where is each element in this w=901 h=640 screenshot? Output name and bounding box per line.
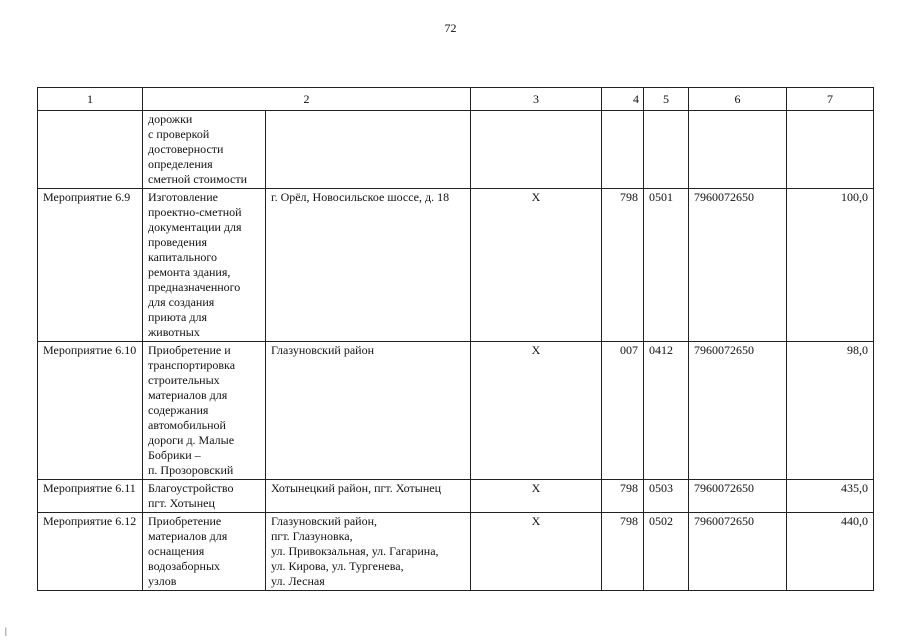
table-row <box>38 480 874 513</box>
header-cell-2: 2 <box>143 88 471 111</box>
description-line: автомобильной <box>148 418 226 432</box>
page-number: 72 <box>444 21 457 35</box>
budget-table <box>37 87 874 591</box>
col4-cell: 798 <box>602 513 644 591</box>
address-line: Глазуновский район, <box>271 514 378 528</box>
description-line: дорожки <box>148 112 193 126</box>
col5-cell: 0503 <box>644 480 689 513</box>
description-line: животных <box>148 325 200 339</box>
address-line: ул. Привокзальная, ул. Гагарина, <box>271 544 439 558</box>
col4-cell <box>602 111 644 189</box>
address-cell <box>266 513 471 591</box>
description-line: Изготовление <box>148 190 218 204</box>
scan-artifact-mark: | <box>5 626 7 636</box>
header-cell-4: 4 <box>602 88 644 111</box>
col7-cell: 435,0 <box>787 480 874 513</box>
activity-cell: Мероприятие 6.11 <box>38 480 143 513</box>
address-line: Хотынецкий район, пгт. Хотынец <box>271 481 441 495</box>
description-line: дороги д. Малые <box>148 433 235 447</box>
header-cell-3: 3 <box>471 88 602 111</box>
col5-cell: 0502 <box>644 513 689 591</box>
col6-cell: 7960072650 <box>689 342 787 480</box>
col3-cell <box>471 111 602 189</box>
description-cell <box>143 342 266 480</box>
description-line: Бобрики – <box>148 448 201 462</box>
description-line: Благоустройство <box>148 481 234 495</box>
col5-cell: 0412 <box>644 342 689 480</box>
address-line: ул. Лесная <box>271 574 325 588</box>
table-row <box>38 111 874 189</box>
col7-cell: 98,0 <box>787 342 874 480</box>
header-cell-5: 5 <box>644 88 689 111</box>
col4-cell: 798 <box>602 189 644 342</box>
description-line: содержания <box>148 403 209 417</box>
col6-cell: 7960072650 <box>689 189 787 342</box>
col3-cell: Х <box>471 480 602 513</box>
header-cell-7: 7 <box>787 88 874 111</box>
description-line: пгт. Хотынец <box>148 496 215 510</box>
description-line: сметной стоимости <box>148 172 248 186</box>
address-cell <box>266 342 471 480</box>
address-cell <box>266 480 471 513</box>
header-cell-1: 1 <box>38 88 143 111</box>
description-line: строительных <box>148 373 220 387</box>
description-cell <box>143 189 266 342</box>
col5-cell: 0501 <box>644 189 689 342</box>
header-row <box>38 88 874 111</box>
description-cell <box>143 480 266 513</box>
description-line: определения <box>148 157 213 171</box>
col6-cell: 7960072650 <box>689 480 787 513</box>
description-line: предназначенного <box>148 280 241 294</box>
table-header <box>38 88 874 111</box>
col7-cell <box>787 111 874 189</box>
activity-cell: Мероприятие 6.9 <box>38 189 143 342</box>
activity-cell <box>38 111 143 189</box>
description-line: п. Прозоровский <box>148 463 234 477</box>
description-line: проведения <box>148 235 207 249</box>
address-cell <box>266 111 471 189</box>
col4-cell: 007 <box>602 342 644 480</box>
col3-cell: Х <box>471 342 602 480</box>
col6-cell: 7960072650 <box>689 513 787 591</box>
table-row <box>38 513 874 591</box>
address-line: ул. Кирова, ул. Тургенева, <box>271 559 404 573</box>
col6-cell <box>689 111 787 189</box>
col7-cell: 440,0 <box>787 513 874 591</box>
description-line: достоверности <box>148 142 224 156</box>
description-line: ремонта здания, <box>148 265 231 279</box>
description-line: транспортировка <box>148 358 236 372</box>
col5-cell <box>644 111 689 189</box>
description-line: проектно-сметной <box>148 205 242 219</box>
address-line: г. Орёл, Новосильское шоссе, д. 18 <box>271 190 450 204</box>
col7-cell: 100,0 <box>787 189 874 342</box>
description-line: водозаборных <box>148 559 220 573</box>
activity-cell: Мероприятие 6.10 <box>38 342 143 480</box>
activity-cell: Мероприятие 6.12 <box>38 513 143 591</box>
description-line: для создания <box>148 295 215 309</box>
description-line: с проверкой <box>148 127 210 141</box>
description-cell <box>143 111 266 189</box>
description-line: капитального <box>148 250 217 264</box>
address-line: Глазуновский район <box>271 343 375 357</box>
address-line: пгт. Глазуновка, <box>271 529 353 543</box>
col3-cell: Х <box>471 189 602 342</box>
table-row <box>38 189 874 342</box>
description-line: оснащения <box>148 544 205 558</box>
description-line: материалов для <box>148 529 228 543</box>
description-line: Приобретение <box>148 514 222 528</box>
description-line: узлов <box>148 574 177 588</box>
table-row <box>38 342 874 480</box>
description-line: документации для <box>148 220 242 234</box>
description-line: Приобретение и <box>148 343 231 357</box>
header-cell-6: 6 <box>689 88 787 111</box>
description-line: материалов для <box>148 388 228 402</box>
table-body <box>38 111 874 591</box>
description-cell <box>143 513 266 591</box>
address-cell <box>266 189 471 342</box>
description-line: приюта для <box>148 310 207 324</box>
col3-cell: Х <box>471 513 602 591</box>
col4-cell: 798 <box>602 480 644 513</box>
